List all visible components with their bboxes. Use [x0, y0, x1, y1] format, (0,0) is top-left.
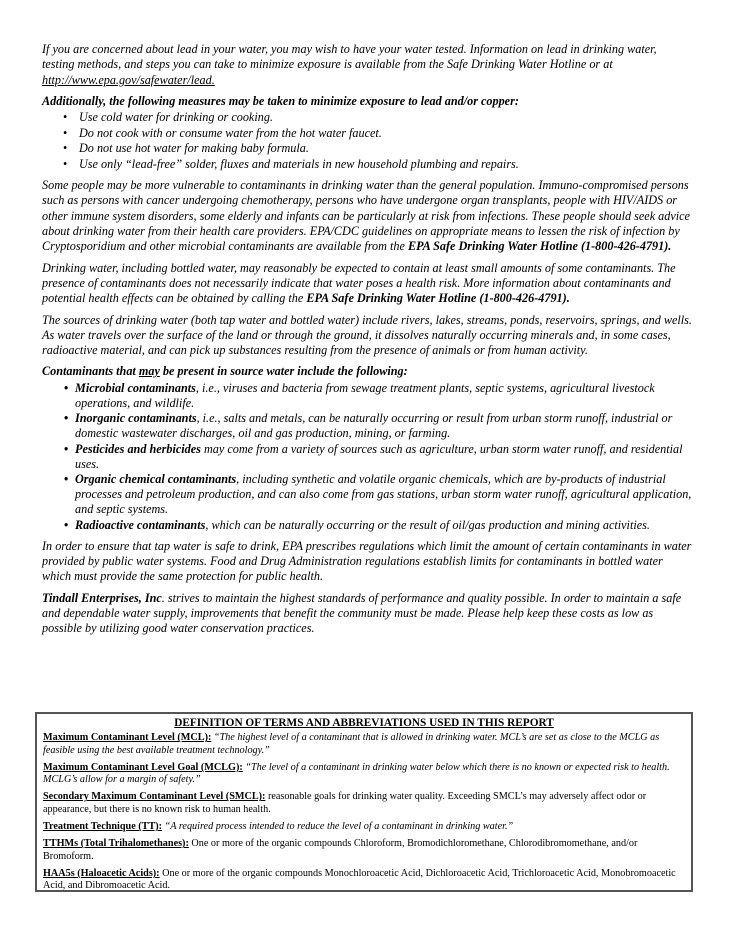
bottled-water-paragraph: [42, 261, 692, 307]
list-item: [42, 381, 692, 411]
epa-lead-link[interactable]: http://www.epa.gov/safewater/lead.: [42, 72, 215, 87]
bullet-icon: •: [64, 517, 69, 532]
contaminant-description: , i.e., viruses and bacteria from sewage treatment plants, septic systems, agricultural livestock operations, and wildlife.: [75, 380, 655, 410]
list-item: [42, 110, 692, 126]
list-item-text: Use only “lead-free” solder, fluxes and materials in new household plumbing and repairs.: [79, 156, 519, 171]
list-item: [42, 411, 692, 441]
definition-term: Secondary Maximum Contaminant Level (SMCL):: [43, 791, 266, 803]
bullet-icon: •: [64, 441, 69, 456]
contaminant-description: , which can be naturally occurring or the result of oil/gas production and mining activities.: [205, 517, 650, 532]
hotline-number: EPA Safe Drinking Water Hotline (1-800-426-4791).: [407, 239, 672, 254]
definition-item: [43, 838, 685, 863]
list-item-text: Use cold water for drinking or cooking.: [79, 110, 273, 125]
contaminant-description: , including synthetic and volatile organic chemicals, which are by-products of industrial processes and petroleum production, and can also come from gas stations, urban storm water runoff, agricultural application, and septic systems.: [75, 471, 692, 517]
definition-term: HAA5s (Haloacetic Acids):: [43, 867, 160, 879]
document-body: [42, 42, 692, 643]
definition-item: [43, 732, 685, 757]
lead-testing-text: If you are concerned about lead in your water, you may wish to have your water tested. Information on lead in drinking water, testing methods, and steps you can take to minimize exposure is available from the Safe Drinking Water Hotline or at: [42, 42, 657, 72]
contaminant-name: Pesticides and herbicides: [75, 441, 201, 456]
definition-term: Maximum Contaminant Level (MCL):: [43, 732, 212, 744]
list-item: [42, 141, 692, 157]
contaminants-list: [42, 381, 692, 533]
definition-text: “A required process intended to reduce the level of a contaminant in drinking water.”: [162, 821, 514, 833]
heading-text: Contaminants that: [42, 364, 139, 379]
contaminant-name: Inorganic contaminants: [75, 411, 197, 426]
definition-text: “The highest level of a contaminant that is allowed in drinking water. MCL’s are set as close to the MCLG as feasible using the best available treatment technology.”: [43, 732, 660, 756]
bottled-water-text: Drinking water, including bottled water, may reasonably be expected to contain at least small amounts of some contaminants. The presence of contaminants does not necessarily indicate that water poses a health risk. More information about contaminants and potential health effects can be obtained by calling the: [42, 260, 676, 306]
definition-item: [43, 791, 685, 816]
company-name: Tindall Enterprises, Inc: [42, 590, 162, 605]
definitions-box: [35, 712, 693, 892]
definition-term: Treatment Technique (TT):: [43, 821, 163, 833]
contaminants-heading: [42, 364, 692, 379]
definition-text: One or more of the organic compounds Monochloroacetic Acid, Dichloroacetic Acid, Trichloroacetic Acid, Monobromoacetic Acid, and Dibromoacetic Acid.: [43, 867, 676, 892]
contaminant-description: , i.e., salts and metals, can be naturally occurring or result from urban storm runoff, industrial or domestic wastewater discharges, oil and gas production, mining, or farming.: [75, 411, 673, 441]
definition-term: TTHMs (Total Trihalomethanes):: [43, 838, 189, 850]
definition-item: [43, 868, 685, 893]
list-item: [42, 442, 692, 472]
bullet-icon: •: [63, 110, 68, 125]
vulnerable-people-text: Some people may be more vulnerable to contaminants in drinking water than the general population. Immuno-compromised persons such as persons with cancer undergoing chemotherapy, persons who have undergone organ transplants, people with HIV/AIDS or other immune system disorders, some elderly and infants can be particularly at risk from infections. These people should seek advice about drinking water from their health care providers. EPA/CDC guidelines on appropriate means to lessen the risk of infection by Cryptosporidium and other microbial contaminants are available from the: [42, 178, 690, 254]
contaminant-name: Microbial contaminants: [75, 380, 196, 395]
definition-item: [43, 821, 685, 833]
hotline-number: EPA Safe Drinking Water Hotline (1-800-426-4791).: [306, 291, 570, 306]
heading-emphasis: may: [138, 364, 160, 379]
contaminant-description: may come from a variety of sources such as agriculture, urban storm water runoff, and residential uses.: [75, 441, 683, 471]
lead-testing-paragraph: [42, 42, 692, 88]
water-sources-paragraph: The sources of drinking water (both tap water and bottled water) include rivers, lakes, streams, ponds, reservoirs, springs, and wells. As water travels over the surface of the land or through the ground, it dissolves naturally occurring minerals and, in some cases, radioactive material, and can pick up substances resulting from the presence of animals or from human activity.: [42, 312, 692, 358]
list-item: [42, 518, 692, 533]
epa-regulations-paragraph: In order to ensure that tap water is safe to drink, EPA prescribes regulations which limit the amount of certain contaminants in water provided by public water systems. Food and Drug Administration regulations establish limits for contaminants in bottled water which must provide the same protection for public health.: [42, 538, 692, 584]
definitions-title: DEFINITION OF TERMS AND ABBREVIATIONS USED IN THIS REPORT: [174, 717, 554, 729]
list-item: [42, 157, 692, 173]
list-item-text: Do not cook with or consume water from the hot water faucet.: [79, 125, 382, 140]
bullet-icon: •: [63, 156, 68, 171]
definition-text: reasonable goals for drinking water quality. Exceeding SMCL’s may adversely affect odor or appearance, but there is no known risk to human health.: [43, 791, 647, 815]
definition-text: “The level of a contaminant in drinking water below which there is no known or expected risk to health. MCLG’s allow for a margin of safety.”: [43, 761, 670, 786]
bullet-icon: •: [63, 125, 68, 140]
bullet-icon: •: [64, 411, 69, 426]
heading-text: be present in source water include the following:: [159, 364, 408, 379]
vulnerable-people-paragraph: [42, 178, 692, 254]
bullet-icon: •: [63, 141, 68, 156]
contaminant-name: Radioactive contaminants: [75, 517, 206, 532]
contaminant-name: Organic chemical contaminants: [75, 471, 237, 486]
company-text: . strives to maintain the highest standards of performance and quality possible. In order to maintain a safe and dependable water supply, improvements that benefit the community must be made. Please help keep these costs as low as possible by utilizing good water conservation practices.: [42, 590, 682, 636]
list-item: [42, 472, 692, 518]
bullet-icon: •: [64, 380, 69, 395]
company-paragraph: [42, 591, 692, 637]
definition-text: One or more of the organic compounds Chloroform, Bromodichloromethane, Chlorodibromomethane, and/or Bromoform.: [43, 838, 638, 862]
list-item-text: Do not use hot water for making baby formula.: [79, 141, 309, 156]
definition-item: [43, 762, 685, 787]
definition-term: Maximum Contaminant Level Goal (MCLG):: [43, 761, 243, 773]
lead-measures-heading: Additionally, the following measures may be taken to minimize exposure to lead and/or copper:: [42, 93, 519, 108]
bullet-icon: •: [64, 471, 69, 486]
list-item: [42, 126, 692, 142]
lead-measures-list: [42, 110, 692, 172]
